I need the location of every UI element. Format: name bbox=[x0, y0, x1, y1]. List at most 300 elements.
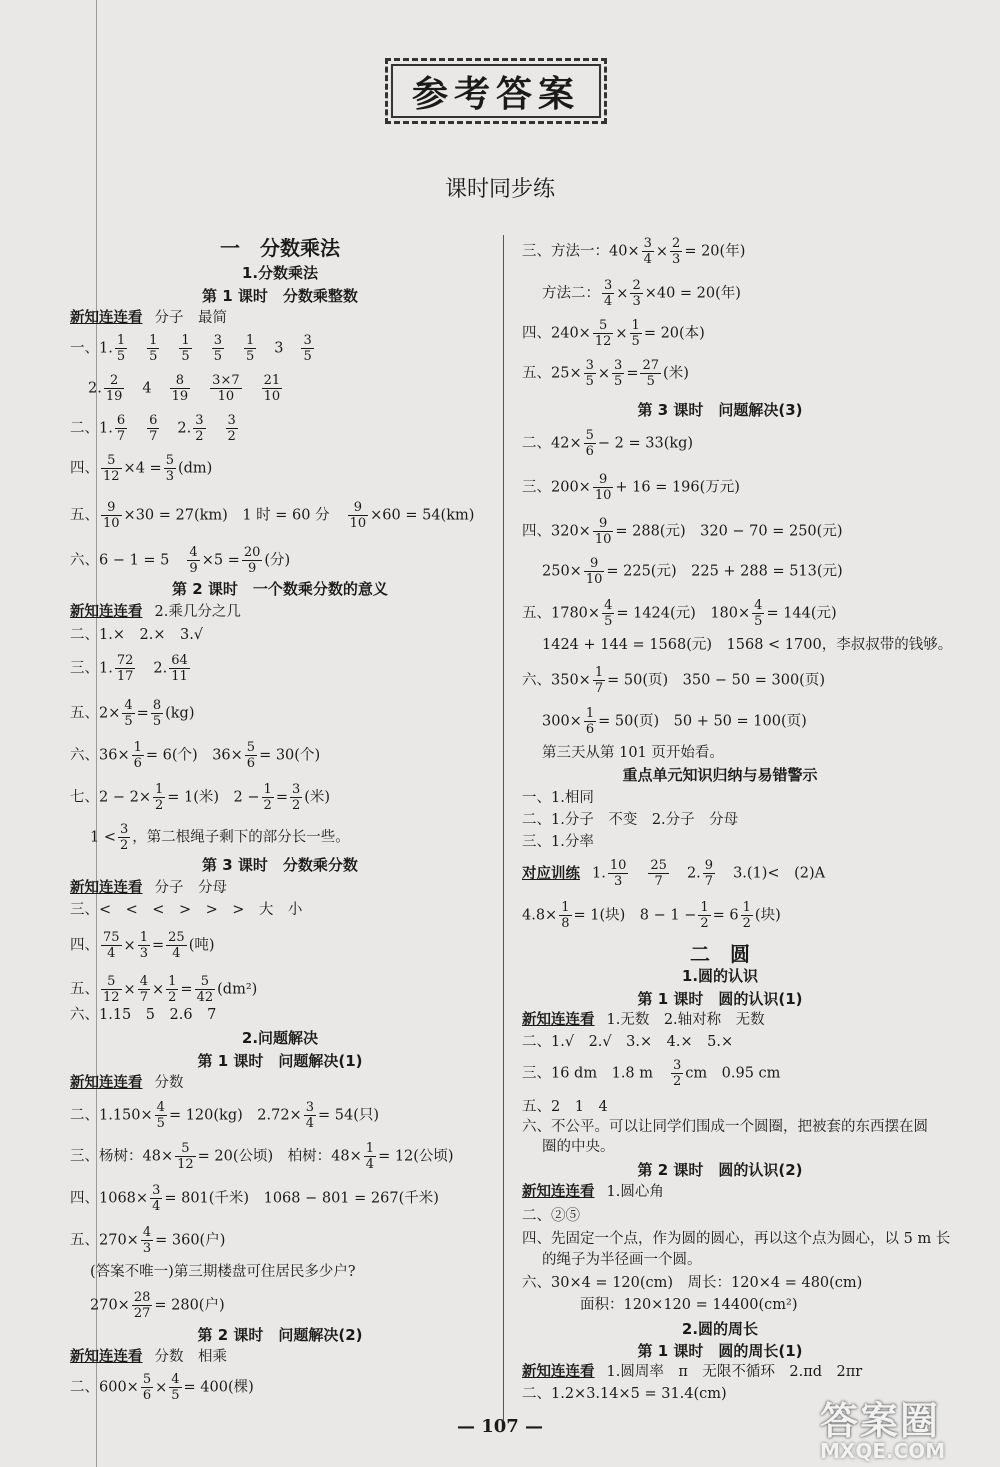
numerator: 3 bbox=[291, 782, 301, 797]
text-fragment: 2. bbox=[177, 420, 192, 437]
answer-line bbox=[522, 900, 781, 931]
fraction bbox=[648, 858, 669, 889]
fraction-group bbox=[582, 706, 598, 737]
denominator: 5 bbox=[171, 1388, 180, 1403]
fraction-group bbox=[669, 1058, 685, 1089]
fraction-group bbox=[99, 930, 152, 961]
denominator: 12 bbox=[177, 1157, 194, 1172]
fraction bbox=[101, 500, 122, 531]
page-title: 参考答案 bbox=[391, 64, 601, 118]
fraction bbox=[138, 974, 150, 1005]
text-fragment: (kg) bbox=[165, 705, 195, 722]
text-fragment: = bbox=[136, 705, 149, 722]
fraction bbox=[226, 413, 238, 444]
denominator: 5 bbox=[149, 349, 158, 364]
denominator: 5 bbox=[614, 374, 623, 389]
fraction-group bbox=[185, 545, 201, 576]
answer-line bbox=[70, 602, 241, 622]
answer-line bbox=[522, 1362, 862, 1382]
numerator: 3 bbox=[213, 333, 222, 348]
lesson-title: 第 1 课时 分数乘整数 bbox=[202, 287, 358, 305]
column-divider bbox=[503, 235, 504, 1420]
section-title: 1.圆的认识 bbox=[681, 967, 759, 985]
answer-line: 1424 + 144 = 1568(元) 1568 < 1700，李叔叔带的钱够。 bbox=[542, 637, 953, 653]
lesson-title: 第 2 课时 问题解决(2) bbox=[197, 1326, 363, 1344]
fraction-group bbox=[130, 1290, 155, 1321]
denominator: 7 bbox=[139, 990, 148, 1005]
answer-line bbox=[70, 333, 316, 364]
fraction-group bbox=[557, 900, 573, 931]
fraction bbox=[301, 333, 313, 364]
operator: × bbox=[151, 981, 165, 998]
numerator: 3 bbox=[195, 413, 204, 428]
fraction bbox=[179, 333, 191, 364]
fraction-group bbox=[591, 318, 644, 349]
fraction bbox=[115, 333, 127, 364]
answer-line bbox=[522, 858, 825, 889]
text-fragment: (分) bbox=[264, 552, 291, 569]
fraction-group bbox=[362, 1141, 378, 1172]
denominator: 17 bbox=[116, 669, 134, 684]
fraction bbox=[147, 333, 159, 364]
fraction-group bbox=[288, 782, 304, 813]
answer-line bbox=[522, 1058, 780, 1089]
fraction bbox=[584, 428, 596, 459]
lesson-title: 第 1 课时 圆的周长(1) bbox=[637, 1342, 803, 1360]
text-fragment: (块) bbox=[754, 907, 781, 924]
text-fragment: (dm²) bbox=[217, 981, 258, 998]
answer-line bbox=[522, 516, 842, 547]
text-fragment: 3.(1)< (2)A bbox=[733, 865, 826, 882]
numerator: 8 bbox=[152, 698, 162, 713]
answer-line: 二、1.× 2.× 3.√ bbox=[70, 627, 204, 643]
text-fragment: 三、方法一：40× bbox=[522, 243, 640, 260]
numerator: 72 bbox=[116, 653, 134, 668]
fraction bbox=[348, 500, 369, 531]
fraction-group bbox=[302, 1100, 318, 1131]
text-fragment: 分子 分母 bbox=[154, 880, 227, 896]
denominator: 5 bbox=[124, 714, 133, 729]
fraction-group bbox=[191, 413, 240, 444]
numerator: 9 bbox=[101, 500, 122, 516]
unit-title-2: 二 圆 bbox=[690, 942, 750, 966]
fraction bbox=[670, 236, 682, 267]
text-fragment: 四、240× bbox=[522, 325, 591, 342]
denominator: 10 bbox=[594, 488, 612, 503]
fraction bbox=[212, 333, 224, 364]
numerator: 3 bbox=[643, 236, 652, 251]
numerator: 3 bbox=[119, 822, 129, 837]
lesson-title: 第 3 课时 问题解决(3) bbox=[637, 401, 803, 419]
answer-line: 一、1.相同 bbox=[522, 790, 594, 806]
section-label: 新知连连看 bbox=[70, 880, 143, 896]
answer-line bbox=[70, 1372, 254, 1403]
section-subtitle: 课时同步练 bbox=[444, 177, 555, 202]
text-fragment: 七、2 − 2× bbox=[70, 789, 151, 806]
denominator: 3 bbox=[613, 874, 623, 889]
text-fragment: 五、 bbox=[70, 981, 99, 998]
numerator: 3 bbox=[614, 358, 623, 373]
fraction-group bbox=[701, 858, 717, 889]
fraction-group bbox=[600, 598, 616, 629]
section-label: 新知连连看 bbox=[522, 1012, 595, 1028]
answer-line bbox=[90, 1290, 225, 1321]
section-label: 新知连连看 bbox=[522, 1184, 595, 1200]
denominator: 9 bbox=[189, 561, 198, 576]
denominator: 27 bbox=[133, 1306, 151, 1321]
fraction bbox=[290, 782, 302, 813]
numerator: 1 bbox=[594, 665, 604, 680]
numerator: 3 bbox=[227, 413, 236, 428]
text-fragment: ×60 = 54(km) bbox=[370, 507, 475, 524]
denominator: 7 bbox=[116, 429, 126, 444]
numerator: 1 bbox=[585, 706, 595, 721]
denominator: 10 bbox=[349, 516, 367, 531]
answer-line bbox=[522, 472, 740, 503]
text-fragment: = 12(公顷) bbox=[378, 1148, 454, 1165]
text-fragment: 分子 最简 bbox=[154, 310, 227, 326]
fraction-group bbox=[240, 545, 265, 576]
fraction-group bbox=[750, 598, 766, 629]
fraction-group bbox=[173, 1141, 198, 1172]
fraction bbox=[118, 822, 130, 853]
answer-line bbox=[90, 822, 350, 853]
numerator: 5 bbox=[101, 974, 122, 990]
fraction bbox=[244, 333, 256, 364]
denominator: 5 bbox=[156, 1116, 165, 1131]
fraction bbox=[630, 278, 642, 309]
denominator: 10 bbox=[594, 532, 612, 547]
numerator: 3 bbox=[673, 1058, 682, 1073]
numerator: 1 bbox=[116, 333, 126, 348]
answer-line bbox=[70, 878, 227, 898]
section-label: 新知连连看 bbox=[70, 604, 143, 620]
fraction bbox=[153, 782, 165, 813]
text-fragment: = 120(kg) 2.72× bbox=[168, 1107, 302, 1124]
text-fragment: (吨) bbox=[188, 937, 215, 954]
answer-line bbox=[70, 1347, 227, 1367]
numerator: 3 bbox=[303, 333, 312, 348]
text-fragment: 300× bbox=[542, 713, 582, 730]
text-fragment: 2. bbox=[686, 865, 701, 882]
text-fragment: = 400(棵) bbox=[183, 1379, 254, 1396]
lesson-title: 第 3 课时 分数乘分数 bbox=[202, 856, 358, 874]
text-fragment: 4.8× bbox=[522, 907, 558, 924]
numerator: 10 bbox=[609, 858, 627, 873]
denominator: 3 bbox=[142, 1241, 152, 1256]
text-fragment: 三、16 dm 1.8 m bbox=[522, 1065, 654, 1082]
text-fragment: = 20(公顷) 柏树：48× bbox=[197, 1148, 362, 1165]
denominator: 6 bbox=[585, 722, 595, 737]
fraction bbox=[262, 782, 274, 813]
answer-line bbox=[70, 413, 240, 444]
fraction-group bbox=[591, 665, 607, 696]
text-fragment: 三、200× bbox=[522, 479, 591, 496]
text-fragment: = 280(户) bbox=[154, 1297, 225, 1314]
denominator: 19 bbox=[171, 389, 189, 404]
denominator: 3 bbox=[139, 946, 148, 961]
answer-line: 圈的中央。 bbox=[542, 1139, 615, 1155]
fraction-group bbox=[120, 698, 136, 729]
numerator: 4 bbox=[124, 698, 133, 713]
fraction bbox=[602, 598, 614, 629]
numerator: 1 bbox=[631, 318, 640, 333]
denominator: 7 bbox=[594, 681, 604, 696]
numerator: 21 bbox=[263, 373, 281, 388]
operator: × bbox=[616, 285, 629, 302]
numerator: 9 bbox=[593, 472, 614, 488]
operator: × bbox=[615, 325, 628, 342]
fraction bbox=[175, 1141, 196, 1172]
denominator: 6 bbox=[142, 1388, 152, 1403]
text-fragment: 3 bbox=[274, 340, 284, 357]
denominator: 5 bbox=[152, 714, 162, 729]
fraction bbox=[166, 930, 187, 961]
answer-line: 六、30×4 = 120(cm) 周长：120×4 = 480(cm) bbox=[522, 1275, 863, 1291]
denominator: 12 bbox=[594, 334, 612, 349]
numerator: 1 bbox=[168, 974, 177, 989]
fraction-group bbox=[139, 1225, 155, 1256]
fraction bbox=[752, 598, 764, 629]
numerator: 28 bbox=[133, 1290, 151, 1305]
text-fragment: = 6(个) 36× bbox=[145, 747, 243, 764]
fraction-group bbox=[193, 974, 218, 1005]
numerator: 9 bbox=[704, 858, 714, 873]
fraction-group bbox=[299, 333, 315, 364]
text-fragment: = 50(页) 50 + 50 = 100(页) bbox=[598, 713, 807, 730]
answer-line: 二、1.√ 2.√ 3.× 4.× 5.× bbox=[522, 1034, 734, 1050]
fraction bbox=[593, 665, 605, 696]
answer-line bbox=[70, 453, 212, 484]
text-fragment: 二、1. bbox=[70, 420, 113, 437]
lesson-title: 第 1 课时 问题解决(1) bbox=[197, 1052, 363, 1070]
fraction bbox=[593, 318, 614, 349]
text-fragment: = 1(米) 2 − bbox=[167, 789, 260, 806]
denominator: 5 bbox=[754, 614, 763, 629]
fraction bbox=[584, 706, 596, 737]
denominator: 10 bbox=[585, 572, 603, 587]
unit-title-1: 一 分数乘法 bbox=[220, 236, 340, 260]
fraction-group bbox=[696, 900, 712, 931]
fraction-group bbox=[640, 236, 685, 267]
fraction bbox=[262, 373, 283, 404]
text-fragment: (dm) bbox=[177, 460, 213, 477]
answer-line bbox=[70, 782, 330, 813]
answer-line bbox=[70, 974, 257, 1005]
denominator: 3 bbox=[672, 252, 681, 267]
answer-line: 第三天从第 101 页开始看。 bbox=[542, 745, 724, 761]
text-fragment: = 1(块) 8 − 1 − bbox=[573, 907, 697, 924]
numerator: 4 bbox=[604, 598, 613, 613]
denominator: 5 bbox=[646, 374, 655, 389]
numerator: 3 bbox=[152, 1183, 161, 1198]
denominator: 8 bbox=[561, 916, 570, 931]
summary-title: 重点单元知识归纳与易错警示 bbox=[622, 766, 818, 784]
denominator: 3 bbox=[632, 294, 641, 309]
denominator: 2 bbox=[263, 798, 272, 813]
text-fragment: = 801(千米) 1068 − 801 = 267(千米) bbox=[164, 1190, 439, 1207]
answer-line bbox=[70, 1141, 454, 1172]
text-fragment: 二、1.150× bbox=[70, 1107, 153, 1124]
fraction-group bbox=[99, 453, 124, 484]
text-fragment: 六、350× bbox=[522, 672, 591, 689]
answer-line bbox=[522, 665, 825, 696]
fraction bbox=[210, 373, 241, 404]
text-fragment: 四、1068× bbox=[70, 1190, 149, 1207]
answer-line bbox=[70, 1225, 225, 1256]
denominator: 19 bbox=[105, 389, 123, 404]
numerator: 75 bbox=[103, 930, 120, 945]
text-fragment: 四、 bbox=[70, 937, 99, 954]
fraction-group bbox=[591, 516, 616, 547]
numerator: 1 bbox=[245, 333, 255, 348]
fraction-group bbox=[130, 740, 146, 771]
text-fragment: (米) bbox=[663, 365, 689, 382]
text-fragment: 二、600× bbox=[70, 1379, 139, 1396]
fraction bbox=[151, 698, 163, 729]
section-label: 对应训练 bbox=[522, 865, 580, 882]
answer-line bbox=[70, 1183, 439, 1214]
answer-line bbox=[70, 1100, 379, 1131]
watermark-main: 答案圈 bbox=[820, 1399, 941, 1443]
answer-line bbox=[70, 698, 194, 729]
denominator: 7 bbox=[149, 429, 158, 444]
fraction-group bbox=[243, 740, 259, 771]
answer-line: 二、②⑤ bbox=[522, 1208, 580, 1224]
numerator: 5 bbox=[101, 453, 122, 469]
text-fragment: 270× bbox=[90, 1297, 130, 1314]
text-fragment: + 16 = 196(万元) bbox=[615, 479, 740, 496]
text-fragment: − 2 = 33(kg) bbox=[597, 435, 694, 452]
fraction-group bbox=[102, 373, 127, 404]
fraction bbox=[115, 413, 127, 444]
answer-line: 三、< < < > > > 大 小 bbox=[70, 902, 303, 918]
answer-line bbox=[70, 653, 192, 684]
numerator: 5 bbox=[585, 428, 594, 443]
denominator: 2 bbox=[742, 916, 751, 931]
fraction bbox=[115, 653, 136, 684]
fraction bbox=[245, 740, 257, 771]
denominator: 2 bbox=[673, 1074, 682, 1089]
text-fragment: ×5 = bbox=[201, 552, 240, 569]
denominator: 2 bbox=[154, 798, 164, 813]
denominator: 2 bbox=[700, 916, 709, 931]
numerator: 5 bbox=[175, 1141, 196, 1157]
answer-line bbox=[70, 308, 227, 328]
fraction bbox=[193, 413, 205, 444]
answer-line bbox=[70, 930, 215, 961]
answer-line bbox=[70, 545, 290, 576]
fraction bbox=[642, 236, 654, 267]
fraction bbox=[304, 1100, 316, 1131]
fraction bbox=[141, 1225, 153, 1256]
text-fragment: ×40 = 20(年) bbox=[644, 285, 741, 302]
denominator: 42 bbox=[196, 990, 214, 1005]
denominator: 2 bbox=[195, 429, 204, 444]
fraction bbox=[132, 740, 144, 771]
fraction bbox=[166, 974, 178, 1005]
denominator: 2 bbox=[168, 990, 177, 1005]
fraction-group bbox=[116, 822, 132, 853]
numerator: 4 bbox=[156, 1100, 165, 1115]
fraction bbox=[187, 545, 199, 576]
answer-line: 五、2 1 4 bbox=[522, 1099, 608, 1115]
fraction bbox=[242, 545, 263, 576]
text-fragment: 4 bbox=[142, 380, 152, 397]
numerator: 27 bbox=[642, 358, 660, 373]
fraction bbox=[164, 453, 176, 484]
fraction bbox=[612, 358, 624, 389]
numerator: 9 bbox=[348, 500, 369, 516]
answer-line bbox=[70, 740, 320, 771]
text-fragment: 三、1. bbox=[70, 660, 113, 677]
fraction-group bbox=[151, 782, 167, 813]
fraction-group bbox=[582, 556, 607, 587]
fraction bbox=[101, 453, 122, 484]
text-fragment: 1.圆周率 π 无限不循环 2.πd 2πr bbox=[606, 1364, 863, 1380]
fraction bbox=[703, 858, 715, 889]
answer-line: 面积：120×120 = 14400(cm²) bbox=[580, 1297, 798, 1313]
text-fragment: 1.无数 2.轴对称 无数 bbox=[606, 1012, 765, 1028]
fraction-group bbox=[600, 278, 645, 309]
fraction bbox=[671, 1058, 683, 1089]
denominator: 7 bbox=[704, 874, 714, 889]
denominator: 5 bbox=[303, 349, 312, 364]
text-fragment: 250× bbox=[542, 563, 582, 580]
text-fragment: cm 0.95 cm bbox=[685, 1065, 781, 1082]
text-fragment: = 20(年) bbox=[684, 243, 746, 260]
watermark-domain: MXQE.COM bbox=[820, 1439, 946, 1463]
numerator: 25 bbox=[650, 858, 667, 873]
text-fragment: 1. bbox=[592, 865, 606, 882]
fraction-group bbox=[606, 858, 671, 889]
fraction bbox=[559, 900, 571, 931]
numerator: 9 bbox=[584, 556, 605, 572]
numerator: 1 bbox=[154, 782, 164, 797]
operator: × bbox=[123, 981, 136, 998]
numerator: 4 bbox=[171, 1372, 180, 1387]
denominator: 7 bbox=[654, 874, 663, 889]
numerator: 1 bbox=[181, 333, 190, 348]
text-fragment: (米) bbox=[304, 789, 331, 806]
fraction-group bbox=[99, 500, 124, 531]
fraction bbox=[630, 318, 642, 349]
denominator: 4 bbox=[643, 252, 652, 267]
operator: × bbox=[655, 243, 669, 260]
numerator: 9 bbox=[593, 516, 614, 532]
text-fragment: = bbox=[180, 981, 193, 998]
fraction-group bbox=[162, 453, 178, 484]
text-fragment: 四、 bbox=[70, 460, 99, 477]
answer-line bbox=[70, 1073, 184, 1093]
denominator: 4 bbox=[172, 946, 181, 961]
fraction bbox=[170, 373, 191, 404]
text-fragment: 一、1. bbox=[70, 340, 113, 357]
answer-line bbox=[522, 598, 837, 629]
denominator: 10 bbox=[103, 516, 120, 531]
text-fragment: = 50(页) 350 − 50 = 300(页) bbox=[607, 672, 825, 689]
answer-line: 四、先固定一个点，作为圆的圆心，再以这个点为圆心，以 5 m 长 bbox=[522, 1231, 951, 1247]
fraction bbox=[608, 858, 629, 889]
section-title: 2.问题解决 bbox=[241, 1029, 319, 1047]
denominator: 5 bbox=[585, 374, 594, 389]
fraction bbox=[122, 698, 134, 729]
fraction-group bbox=[113, 413, 162, 444]
fraction bbox=[364, 1141, 376, 1172]
denominator: 5 bbox=[245, 349, 255, 364]
numerator: 2 bbox=[104, 373, 125, 389]
fraction bbox=[141, 1372, 153, 1403]
